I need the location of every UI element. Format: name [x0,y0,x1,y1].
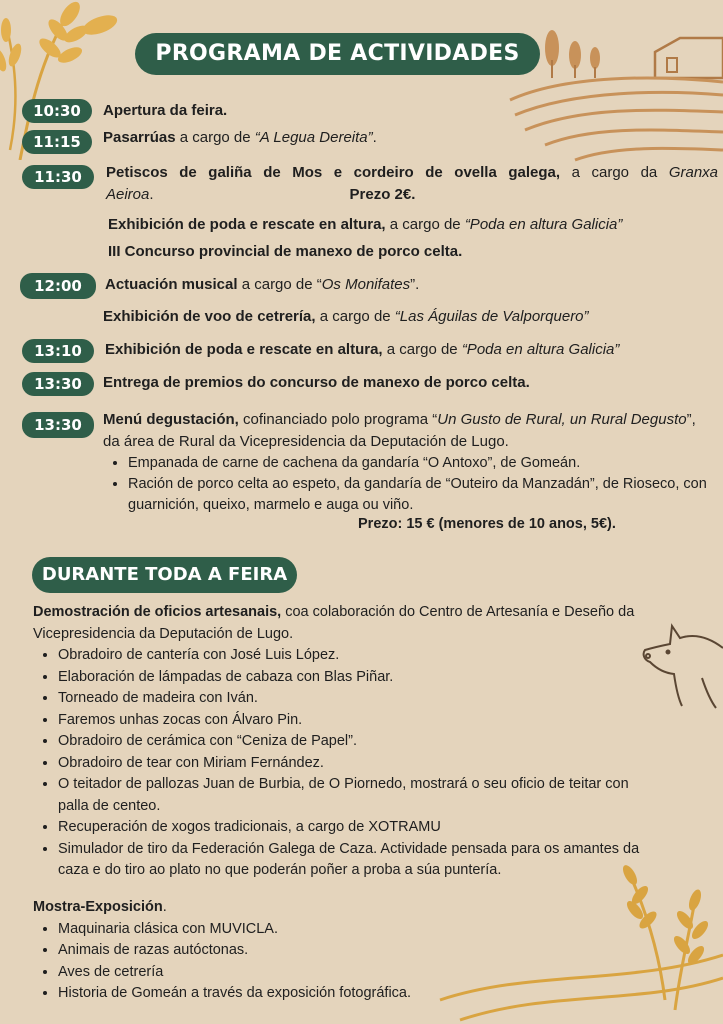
schedule-item [103,100,703,122]
exhibition-lead-title: Mostra-Exposición [33,899,163,915]
menu-price: Prezo: 15 € (menores de 10 anos, 5€). [358,516,616,532]
crafts-item: • Obradoiro de cantería con José Luis López. [58,645,663,667]
crafts-item: • Obradoiro de tear con Miriam Fernández. [58,753,663,775]
activity-tail: . [372,129,377,146]
crafts-item: • Torneado de madeira con Iván. [58,688,663,710]
crafts-item: • Obradoiro de cerámica con “Ceniza de Papel”. [58,731,663,753]
activity-performer: “Poda en altura Galicia” [461,341,620,358]
time-badge: 12:00 [20,273,96,299]
exhibition-item: • Historia de Gomeán a través da exposición fotográfica. [58,983,673,1005]
crafts-section [33,602,693,882]
crafts-lead [33,602,693,645]
activity-detail: a cargo de [175,129,255,146]
activity-name: Petiscos de galiña de Mos e cordeiro de ovella galega, [106,164,561,181]
exhibition-lead-text: . [162,899,167,915]
menu-item: • Empanada de carne de cachena da gandaría “O Antoxo”, de Gomeán. [128,453,708,474]
time-badge: 13:30 [22,412,94,438]
time-badge: 13:30 [22,372,94,396]
schedule-item [103,306,713,328]
schedule-item [103,372,713,394]
crafts-item: • Elaboración de lámpadas de cabaza con Blas Piñar. [58,667,663,689]
activity-name: III Concurso provincial de manexo de porco celta. [108,243,463,260]
schedule-item [105,274,705,296]
activity-detail: a cargo de “ [237,276,322,293]
activity-performer: “Las Águilas de Valporquero” [394,308,589,325]
activity-tail: ”, da área de Rural da Vicepresidencia da Deputación de Lugo. [103,411,696,450]
activity-name: Menú degustación, [103,411,239,428]
activity-name: Pasarrúas [103,129,176,146]
time-badge: 11:30 [22,165,94,189]
schedule-item [105,339,715,361]
crafts-lead-title: Demostración de oficios artesanais, [33,604,282,620]
schedule-item [103,127,703,149]
crafts-item: • O teitador de pallozas Juan de Burbia, de O Piornedo, mostrará o seu oficio de teitar con palla de centeo. [58,774,663,817]
activity-name: Exhibición de poda e rescate en altura, [108,216,386,233]
schedule-item [108,214,708,236]
crafts-item: • Recuperación de xogos tradicionais, a cargo de XOTRAMU [58,817,663,839]
exhibition-item: • Animais de razas autóctonas. [58,940,673,962]
activity-name: Actuación musical [105,276,238,293]
activity-price: Prezo 2€. [349,186,416,203]
activity-name: Exhibición de voo de cetrería, [103,308,316,325]
time-badge: 11:15 [22,130,92,154]
activity-tail: ”. [410,276,420,293]
activity-name: Apertura da feira. [103,102,228,119]
schedule-item [106,162,718,206]
exhibition-section [33,897,673,1005]
time-badge: 10:30 [22,99,92,123]
activity-performer: “A Legua Dereita” [254,129,373,146]
schedule-item [108,241,708,263]
activity-tail: . [149,186,154,203]
activity-performer: Os Monifates [321,276,411,293]
activity-performer: “Poda en altura Galicia” [464,216,623,233]
crafts-item: • Faremos unhas zocas con Álvaro Pin. [58,710,663,732]
activity-detail: cofinanciado polo programa “ [238,411,438,428]
crafts-item: • Simulador de tiro da Federación Galega de Caza. Actividade pensada para os amantes da caza e do tiro ao plato no que poderán poñer a proba a súa puntería. [58,839,663,882]
menu-list [108,453,708,516]
activity-program: Un Gusto de Rural, un Rural Degusto [437,411,687,428]
activity-detail: a cargo de [385,216,465,233]
menu-item: • Ración de porco celta ao espeto, da gandaría de “Outeiro da Manzadán”, de Rioseco, con guarnición, queixo, marmelo e auga ou viño. [128,474,708,516]
section-title: DURANTE TODA A FEIRA [32,557,297,593]
activity-detail: a cargo da [560,164,669,181]
exhibition-item: • Aves de cetrería [58,962,673,984]
activity-performer: Granxa Aeiroa [106,164,719,203]
exhibition-item: • Maquinaria clásica con MUVICLA. [58,919,673,941]
time-badge: 13:10 [22,339,94,363]
exhibition-lead [33,897,673,919]
activity-detail: a cargo de [382,341,462,358]
page-title: PROGRAMA DE ACTIVIDADES [135,33,540,75]
activity-name: Exhibición de poda e rescate en altura, [105,341,383,358]
activity-name: Entrega de premios do concurso de manexo de porco celta. [103,374,530,391]
activity-detail: a cargo de [315,308,395,325]
crafts-lead-text: coa colaboración do Centro de Artesanía e Deseño da Vicepresidencia da Deputación de Lugo. [33,604,635,642]
schedule-item [103,409,715,453]
